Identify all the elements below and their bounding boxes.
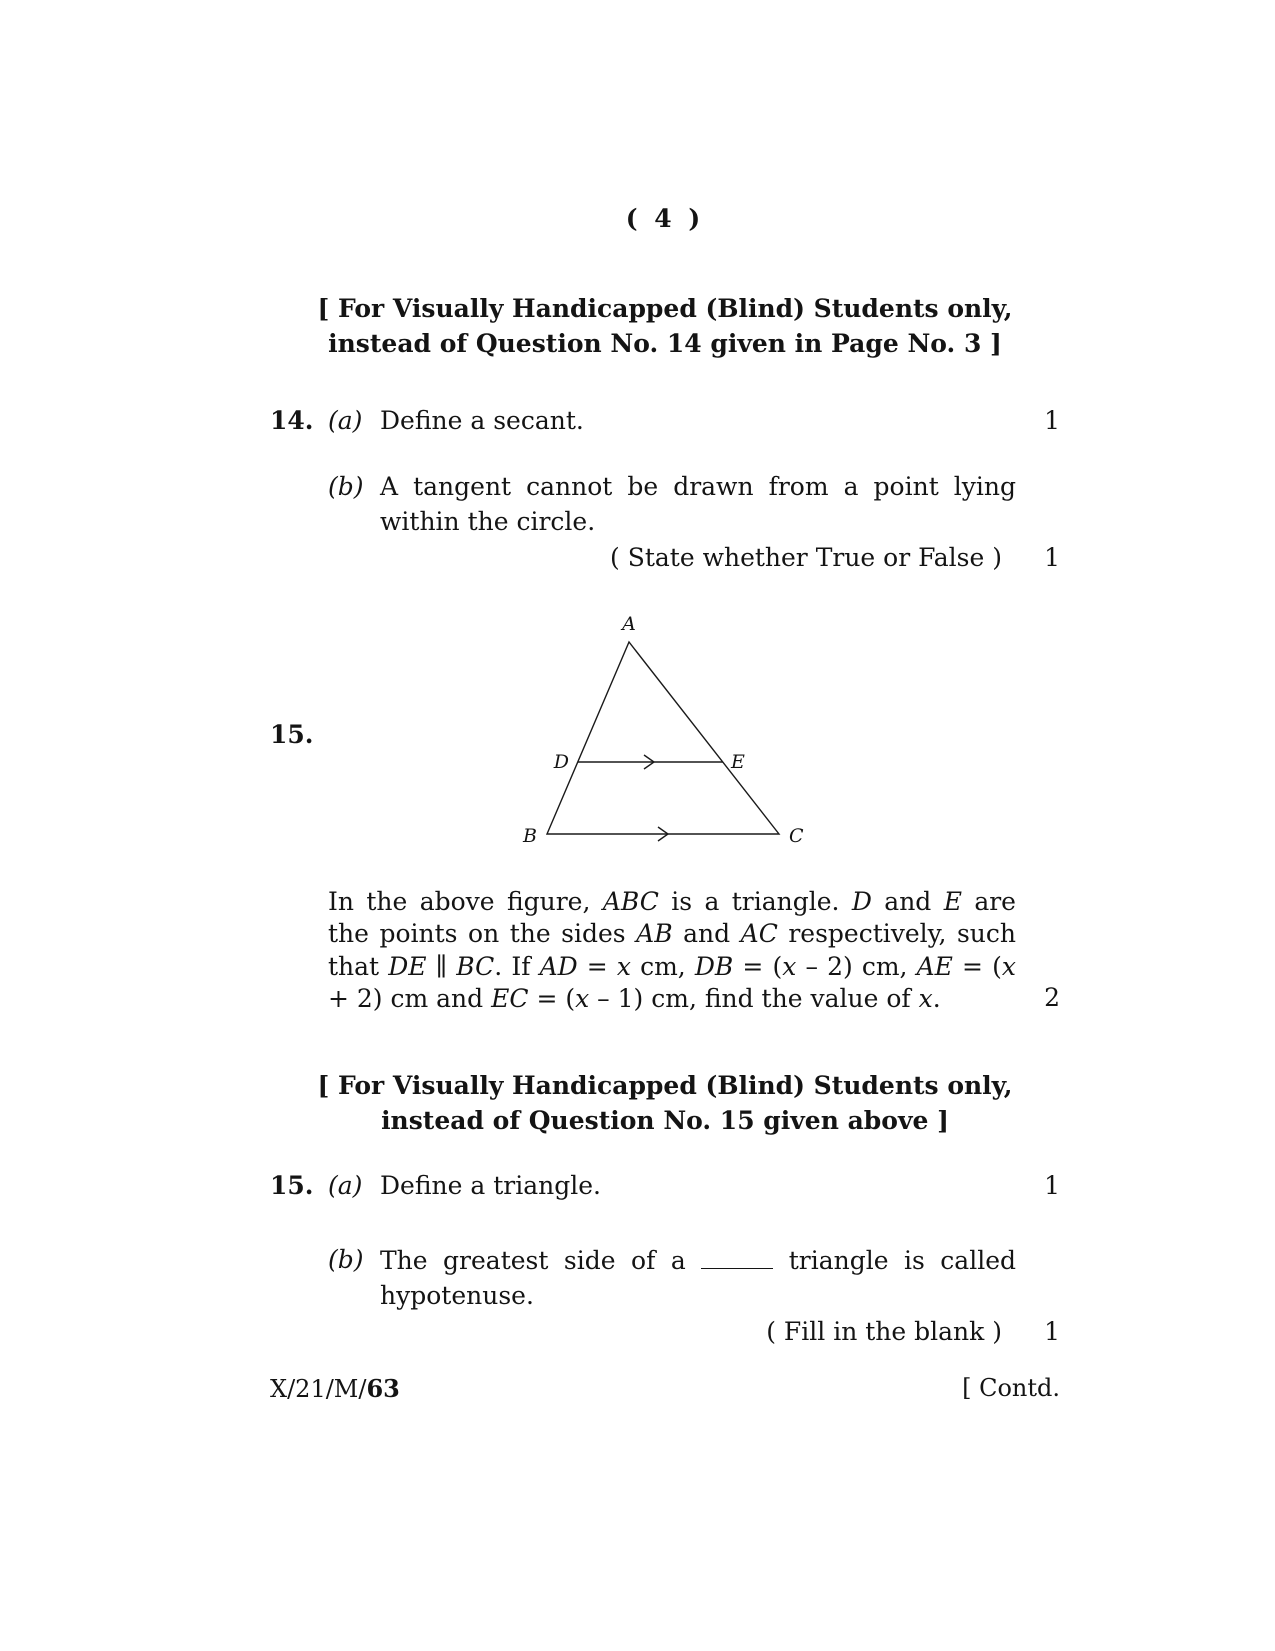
text-segment: – 1) cm, find the value of	[589, 984, 919, 1013]
question-letter: (b)	[328, 1245, 364, 1274]
text-segment: AD	[539, 951, 578, 981]
triangle-figure	[517, 610, 827, 862]
question-paragraph	[328, 886, 1016, 1016]
answer-instruction: ( State whether True or False )	[610, 543, 1002, 572]
marks: 1	[1044, 405, 1060, 435]
page-footer	[270, 1372, 1060, 1406]
marks	[1016, 1243, 1060, 1350]
question-number-spacer	[270, 886, 328, 1016]
text-segment: x	[782, 951, 797, 981]
text-segment: x	[575, 984, 590, 1013]
paper-code	[270, 1372, 400, 1406]
text-segment: + 2) cm and	[328, 984, 492, 1013]
question-body	[380, 1243, 1016, 1350]
text-segment: ∥	[426, 951, 457, 981]
marks	[1016, 886, 1060, 1016]
question-text	[380, 1243, 1016, 1313]
marks-value: 2	[1044, 983, 1060, 1012]
section-header-q14-line2: instead of Question No. 14 given in Page No. 3 ]	[328, 329, 1002, 358]
question-15-text-row	[270, 886, 1060, 1016]
text-segment: are the points on the sides	[328, 886, 1016, 948]
text-segment: DE	[388, 951, 427, 981]
text-segment: DB	[694, 951, 734, 981]
marks: 1	[1044, 1170, 1060, 1200]
text-segment: x	[616, 951, 631, 981]
question-number-spacer	[270, 470, 328, 576]
text-segment: =	[577, 951, 617, 981]
section-header-q15-line2: instead of Question No. 15 given above ]	[381, 1106, 949, 1135]
page-number: ( 4 )	[625, 204, 705, 233]
figure-container	[328, 610, 1016, 862]
text-segment: D	[851, 886, 872, 916]
text-segment: cm,	[630, 951, 695, 981]
text-segment: E	[943, 886, 962, 916]
question-15-figure-row	[270, 610, 1060, 862]
text-segment: and	[672, 919, 741, 948]
text-segment: – 2) cm,	[796, 951, 917, 981]
section-header-q15-line1: [ For Visually Handicapped (Blind) Students only,	[317, 1070, 1013, 1100]
text-segment: AB	[636, 919, 673, 948]
question-letter: (a)	[328, 405, 363, 435]
vertex-label-a: A	[622, 612, 636, 635]
text-segment: . If	[494, 951, 540, 981]
text-segment: respectively, such that	[328, 919, 1016, 981]
point-label-d: D	[553, 750, 569, 773]
point-label-e: E	[731, 750, 745, 773]
question-body	[380, 470, 1016, 576]
text-segment: AE	[916, 951, 953, 981]
answer-instruction: ( Fill in the blank )	[766, 1317, 1002, 1346]
question-14b-row	[270, 470, 1060, 576]
text-segment: AC	[740, 919, 778, 948]
question-letter: (b)	[328, 472, 364, 501]
vertex-label-c: C	[789, 824, 804, 847]
triangle-abc	[547, 642, 779, 834]
text-segment: = (	[952, 951, 1002, 981]
question-14a-row	[270, 404, 1060, 439]
question-number: 15.	[270, 1170, 314, 1200]
text-segment: is a triangle.	[658, 886, 852, 916]
question-text: Define a secant.	[380, 405, 584, 435]
section-header-q15	[270, 1068, 1060, 1139]
section-header-q14	[270, 291, 1060, 362]
question-15b-row	[270, 1243, 1060, 1350]
question-text: A tangent cannot be drawn from a point lying within the circle.	[380, 472, 1016, 536]
text-segment: x	[918, 984, 933, 1013]
text-segment: BC	[456, 951, 495, 981]
contd-label: [ Contd.	[962, 1373, 1060, 1402]
paper-code-number: 63	[366, 1373, 400, 1403]
text-segment: triangle is called hypotenuse.	[380, 1246, 1016, 1310]
section-header-q14-line1: [ For Visually Handicapped (Blind) Students only,	[317, 293, 1013, 323]
text-segment: EC	[491, 984, 529, 1013]
question-number: 15.	[270, 720, 314, 750]
marks	[1016, 470, 1060, 576]
text-segment: The greatest side of a	[380, 1246, 702, 1275]
marks-value: 1	[1044, 543, 1060, 572]
text-segment: x	[1001, 951, 1016, 981]
fill-in-blank	[701, 1243, 773, 1269]
text-segment: ABC	[602, 886, 659, 916]
text-segment: and	[871, 886, 944, 916]
question-text: Define a triangle.	[380, 1170, 601, 1200]
question-number: 14.	[270, 405, 314, 435]
question-number-spacer	[270, 1243, 328, 1350]
vertex-label-b: B	[523, 824, 537, 847]
text-segment: = (	[733, 951, 783, 981]
text-segment: = (	[528, 984, 576, 1013]
text-segment: .	[932, 984, 941, 1013]
question-letter: (a)	[328, 1170, 363, 1200]
text-segment: In the above figure,	[328, 886, 603, 916]
paper-code-prefix: X/21/M/	[270, 1374, 367, 1403]
question-15a-row	[270, 1169, 1060, 1204]
marks-value: 1	[1044, 1317, 1060, 1346]
